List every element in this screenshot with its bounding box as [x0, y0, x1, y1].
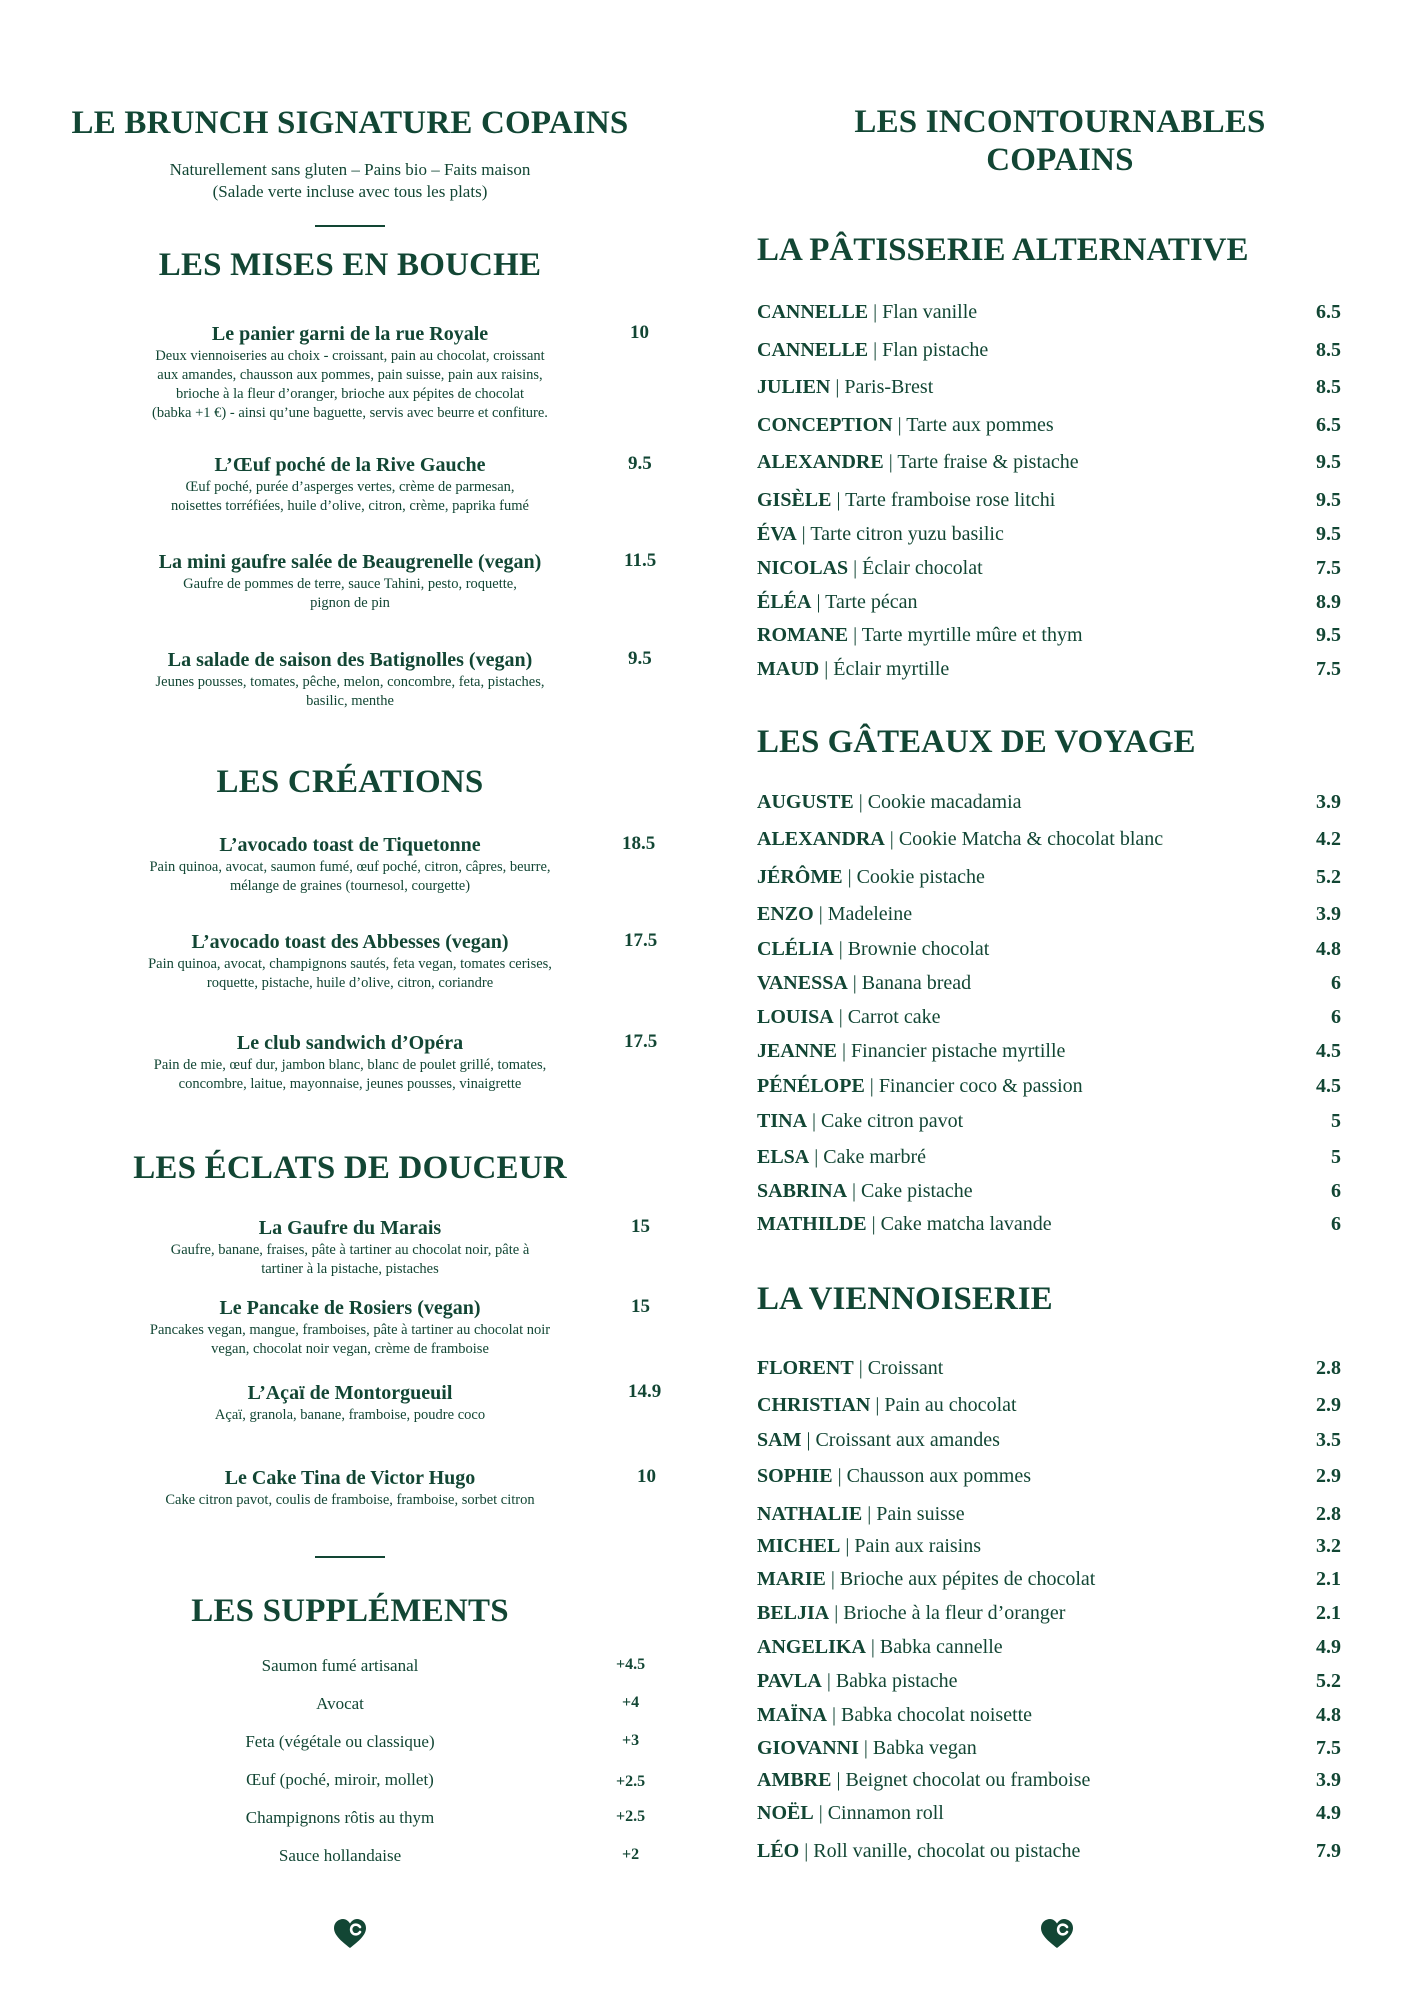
list-item: MICHEL | Pain aux raisins 3.2	[757, 1535, 1341, 1557]
list-item: CANNELLE | Flan pistache 8.5	[757, 338, 1341, 361]
right-title-line-1: LES INCONTOURNABLES	[854, 104, 1266, 140]
section-title-supplements: LES SUPPLÉMENTS	[191, 1593, 509, 1629]
list-item: CANNELLE | Flan vanille 6.5	[757, 301, 1341, 323]
gateaux-list	[757, 789, 1341, 1245]
right-title-line-2: COPAINS	[986, 142, 1134, 178]
list-item: MAÏNA | Babka chocolat noisette 4.8	[757, 1704, 1341, 1726]
menu-item-price: 15	[631, 1216, 650, 1237]
menu-item-description: Deux viennoiseries au choix - croissant, pain au chocolat, croissant aux amandes, chausson aux pommes, pain suisse, pain aux raisins, brioche à la fleur d’oranger, brioche aux pépites de chocolat (babka +1 €) - ainsi qu’une baguette, servis avec beurre et confiture.	[152, 348, 548, 421]
list-item: NOËL | Cinnamon roll 4.9	[757, 1802, 1341, 1824]
menu-item-price: 18.5	[622, 833, 656, 854]
list-item: MATHILDE | Cake matcha lavande 6	[757, 1213, 1341, 1235]
menu-item-name: L’avocado toast des Abbesses (vegan)	[191, 931, 509, 953]
menu-item-price: 9.5	[628, 453, 652, 474]
menu-item-price: 10	[630, 322, 649, 343]
menu-item-description: Jeunes pousses, tomates, pêche, melon, concombre, feta, pistaches, basilic, menthe	[155, 674, 545, 709]
menu-item-description: Gaufre de pommes de terre, sauce Tahini, pesto, roquette, pignon de pin	[183, 576, 517, 611]
list-item: SAM | Croissant aux amandes 3.5	[757, 1429, 1341, 1451]
menu-item-name: La Gaufre du Marais	[258, 1217, 442, 1239]
list-item: VANESSA | Banana bread 6	[757, 972, 1341, 994]
menu-item-description: Pancakes vegan, mangue, framboises, pâte à tartiner au chocolat noir vegan, chocolat noir vegan, crème de framboise	[149, 1322, 551, 1357]
patisserie-list	[757, 299, 1341, 690]
menu-item-price: 17.5	[624, 930, 658, 951]
menu-item-name: Le Cake Tina de Victor Hugo	[224, 1467, 476, 1489]
list-item: AUGUSTE | Cookie macadamia 3.9	[757, 791, 1341, 813]
supplement-price: +3	[622, 1732, 640, 1749]
section-title-gateaux: LES GÂTEAUX DE VOYAGE	[757, 724, 1196, 760]
list-item: MAUD | Éclair myrtille 7.5	[757, 657, 1341, 680]
list-item: PÉNÉLOPE | Financier coco & passion 4.5	[757, 1075, 1341, 1097]
menu-item-description: Pain quinoa, avocat, champignons sautés, feta vegan, tomates cerises, roquette, pistache, huile d’olive, citron, coriandre	[148, 956, 552, 991]
section-title-creations: LES CRÉATIONS	[216, 764, 484, 800]
list-item: ÉVA | Tarte citron yuzu basilic 9.5	[757, 522, 1341, 545]
list-item: FLORENT | Croissant 2.8	[757, 1357, 1341, 1379]
list-item: ROMANE | Tarte myrtille mûre et thym 9.5	[757, 623, 1341, 646]
menu-item-description: Açaï, granola, banane, framboise, poudre coco	[214, 1407, 486, 1423]
list-item: AMBRE | Beignet chocolat ou framboise 3.9	[757, 1769, 1341, 1791]
supplement-price: +2	[622, 1846, 640, 1863]
menu-item-price: 15	[631, 1296, 650, 1317]
supplement-name: Sauce hollandaise	[278, 1846, 402, 1865]
supplement-name: Avocat	[316, 1694, 364, 1713]
menu-item-price: 17.5	[624, 1031, 658, 1052]
heart-c-icon	[333, 1918, 367, 1950]
tagline-2: (Salade verte incluse avec tous les plats)	[212, 182, 488, 201]
supplement-name: Feta (végétale ou classique)	[245, 1732, 435, 1751]
menu-item-name: La salade de saison des Batignolles (vegan)	[167, 649, 533, 671]
menu-item-description: Œuf poché, purée d’asperges vertes, crème de parmesan, noisettes torréfiées, huile d’olive, citron, crème, paprika fumé	[171, 479, 529, 514]
divider-bottom	[315, 1556, 385, 1558]
menu-item-name: Le club sandwich d’Opéra	[236, 1032, 464, 1054]
supplement-price: +4	[622, 1694, 640, 1711]
list-item: ENZO | Madeleine 3.9	[757, 903, 1341, 925]
list-item: CLÉLIA | Brownie chocolat 4.8	[757, 938, 1341, 960]
viennoiserie-list	[757, 1355, 1341, 1872]
list-item: GISÈLE | Tarte framboise rose litchi 9.5	[757, 488, 1341, 511]
section-title-eclats-de-douceur: LES ÉCLATS DE DOUCEUR	[133, 1150, 567, 1186]
menu-item-description: Cake citron pavot, coulis de framboise, framboise, sorbet citron	[165, 1492, 535, 1508]
supplement-price: +2.5	[616, 1773, 646, 1790]
menu-item-name: L’Œuf poché de la Rive Gauche	[214, 454, 486, 476]
menu-item-description: Pain de mie, œuf dur, jambon blanc, blanc de poulet grillé, tomates, concombre, laitue, mayonnaise, jeunes pousses, vinaigrette	[153, 1057, 547, 1092]
list-item: PAVLA | Babka pistache 5.2	[757, 1670, 1341, 1692]
menu-item-price: 14.9	[628, 1381, 662, 1402]
list-item: MARIE | Brioche aux pépites de chocolat 2.1	[757, 1568, 1341, 1590]
left-title: LE BRUNCH SIGNATURE COPAINS	[71, 105, 629, 141]
section-title-viennoiserie: LA VIENNOISERIE	[757, 1281, 1053, 1317]
list-item: ÉLÉA | Tarte pécan 8.9	[757, 590, 1341, 613]
divider-top	[315, 225, 385, 227]
list-item: SOPHIE | Chausson aux pommes 2.9	[757, 1465, 1341, 1487]
list-item: CONCEPTION | Tarte aux pommes 6.5	[757, 413, 1341, 436]
menu-item-price: 9.5	[628, 648, 652, 669]
heart-c-icon	[1040, 1918, 1074, 1950]
section-title-patisserie: LA PÂTISSERIE ALTERNATIVE	[757, 232, 1249, 268]
list-item: CHRISTIAN | Pain au chocolat 2.9	[757, 1394, 1341, 1416]
menu-item-description: Pain quinoa, avocat, saumon fumé, œuf poché, citron, câpres, beurre, mélange de graines (tournesol, courgette)	[149, 859, 551, 894]
list-item: NATHALIE | Pain suisse 2.8	[757, 1503, 1341, 1525]
list-item: ELSA | Cake marbré 5	[757, 1146, 1341, 1168]
list-item: ANGELIKA | Babka cannelle 4.9	[757, 1636, 1341, 1658]
list-item: JEANNE | Financier pistache myrtille 4.5	[757, 1040, 1341, 1062]
menu-item-name: L’avocado toast de Tiquetonne	[219, 834, 481, 856]
menu-item-price: 10	[637, 1466, 656, 1487]
list-item: SABRINA | Cake pistache 6	[757, 1180, 1341, 1202]
menu-item-price: 11.5	[624, 550, 657, 571]
supplement-name: Champignons rôtis au thym	[245, 1808, 435, 1827]
supplement-name: Saumon fumé artisanal	[261, 1656, 419, 1675]
list-item: ALEXANDRE | Tarte fraise & pistache 9.5	[757, 451, 1341, 473]
section-title-mises-en-bouche: LES MISES EN BOUCHE	[158, 247, 542, 283]
supplement-name: Œuf (poché, miroir, mollet)	[246, 1770, 434, 1789]
list-item: ALEXANDRA | Cookie Matcha & chocolat blanc 4.2	[757, 828, 1341, 850]
list-item: JÉRÔME | Cookie pistache 5.2	[757, 866, 1341, 888]
supplement-price: +2.5	[616, 1808, 646, 1825]
list-item: BELJIA | Brioche à la fleur d’oranger 2.1	[757, 1602, 1341, 1624]
menu-item-description: Gaufre, banane, fraises, pâte à tartiner au chocolat noir, pâte à tartiner à la pistache, pistaches	[170, 1242, 530, 1277]
list-item: LÉO | Roll vanille, chocolat ou pistache 7.9	[757, 1840, 1341, 1862]
menu-item-name: L’Açaï de Montorgueuil	[247, 1382, 453, 1404]
tagline-1: Naturellement sans gluten – Pains bio – Faits maison	[169, 160, 531, 179]
list-item: LOUISA | Carrot cake 6	[757, 1006, 1341, 1028]
supplement-price: +4.5	[616, 1656, 646, 1673]
list-item: NICOLAS | Éclair chocolat 7.5	[757, 556, 1341, 579]
menu-item-name: Le panier garni de la rue Royale	[211, 323, 489, 345]
menu-item-name: Le Pancake de Rosiers (vegan)	[219, 1297, 481, 1319]
menu-item-name: La mini gaufre salée de Beaugrenelle (vegan)	[158, 551, 542, 573]
list-item: TINA | Cake citron pavot 5	[757, 1110, 1341, 1132]
list-item: JULIEN | Paris-Brest 8.5	[757, 376, 1341, 398]
list-item: GIOVANNI | Babka vegan 7.5	[757, 1737, 1341, 1759]
